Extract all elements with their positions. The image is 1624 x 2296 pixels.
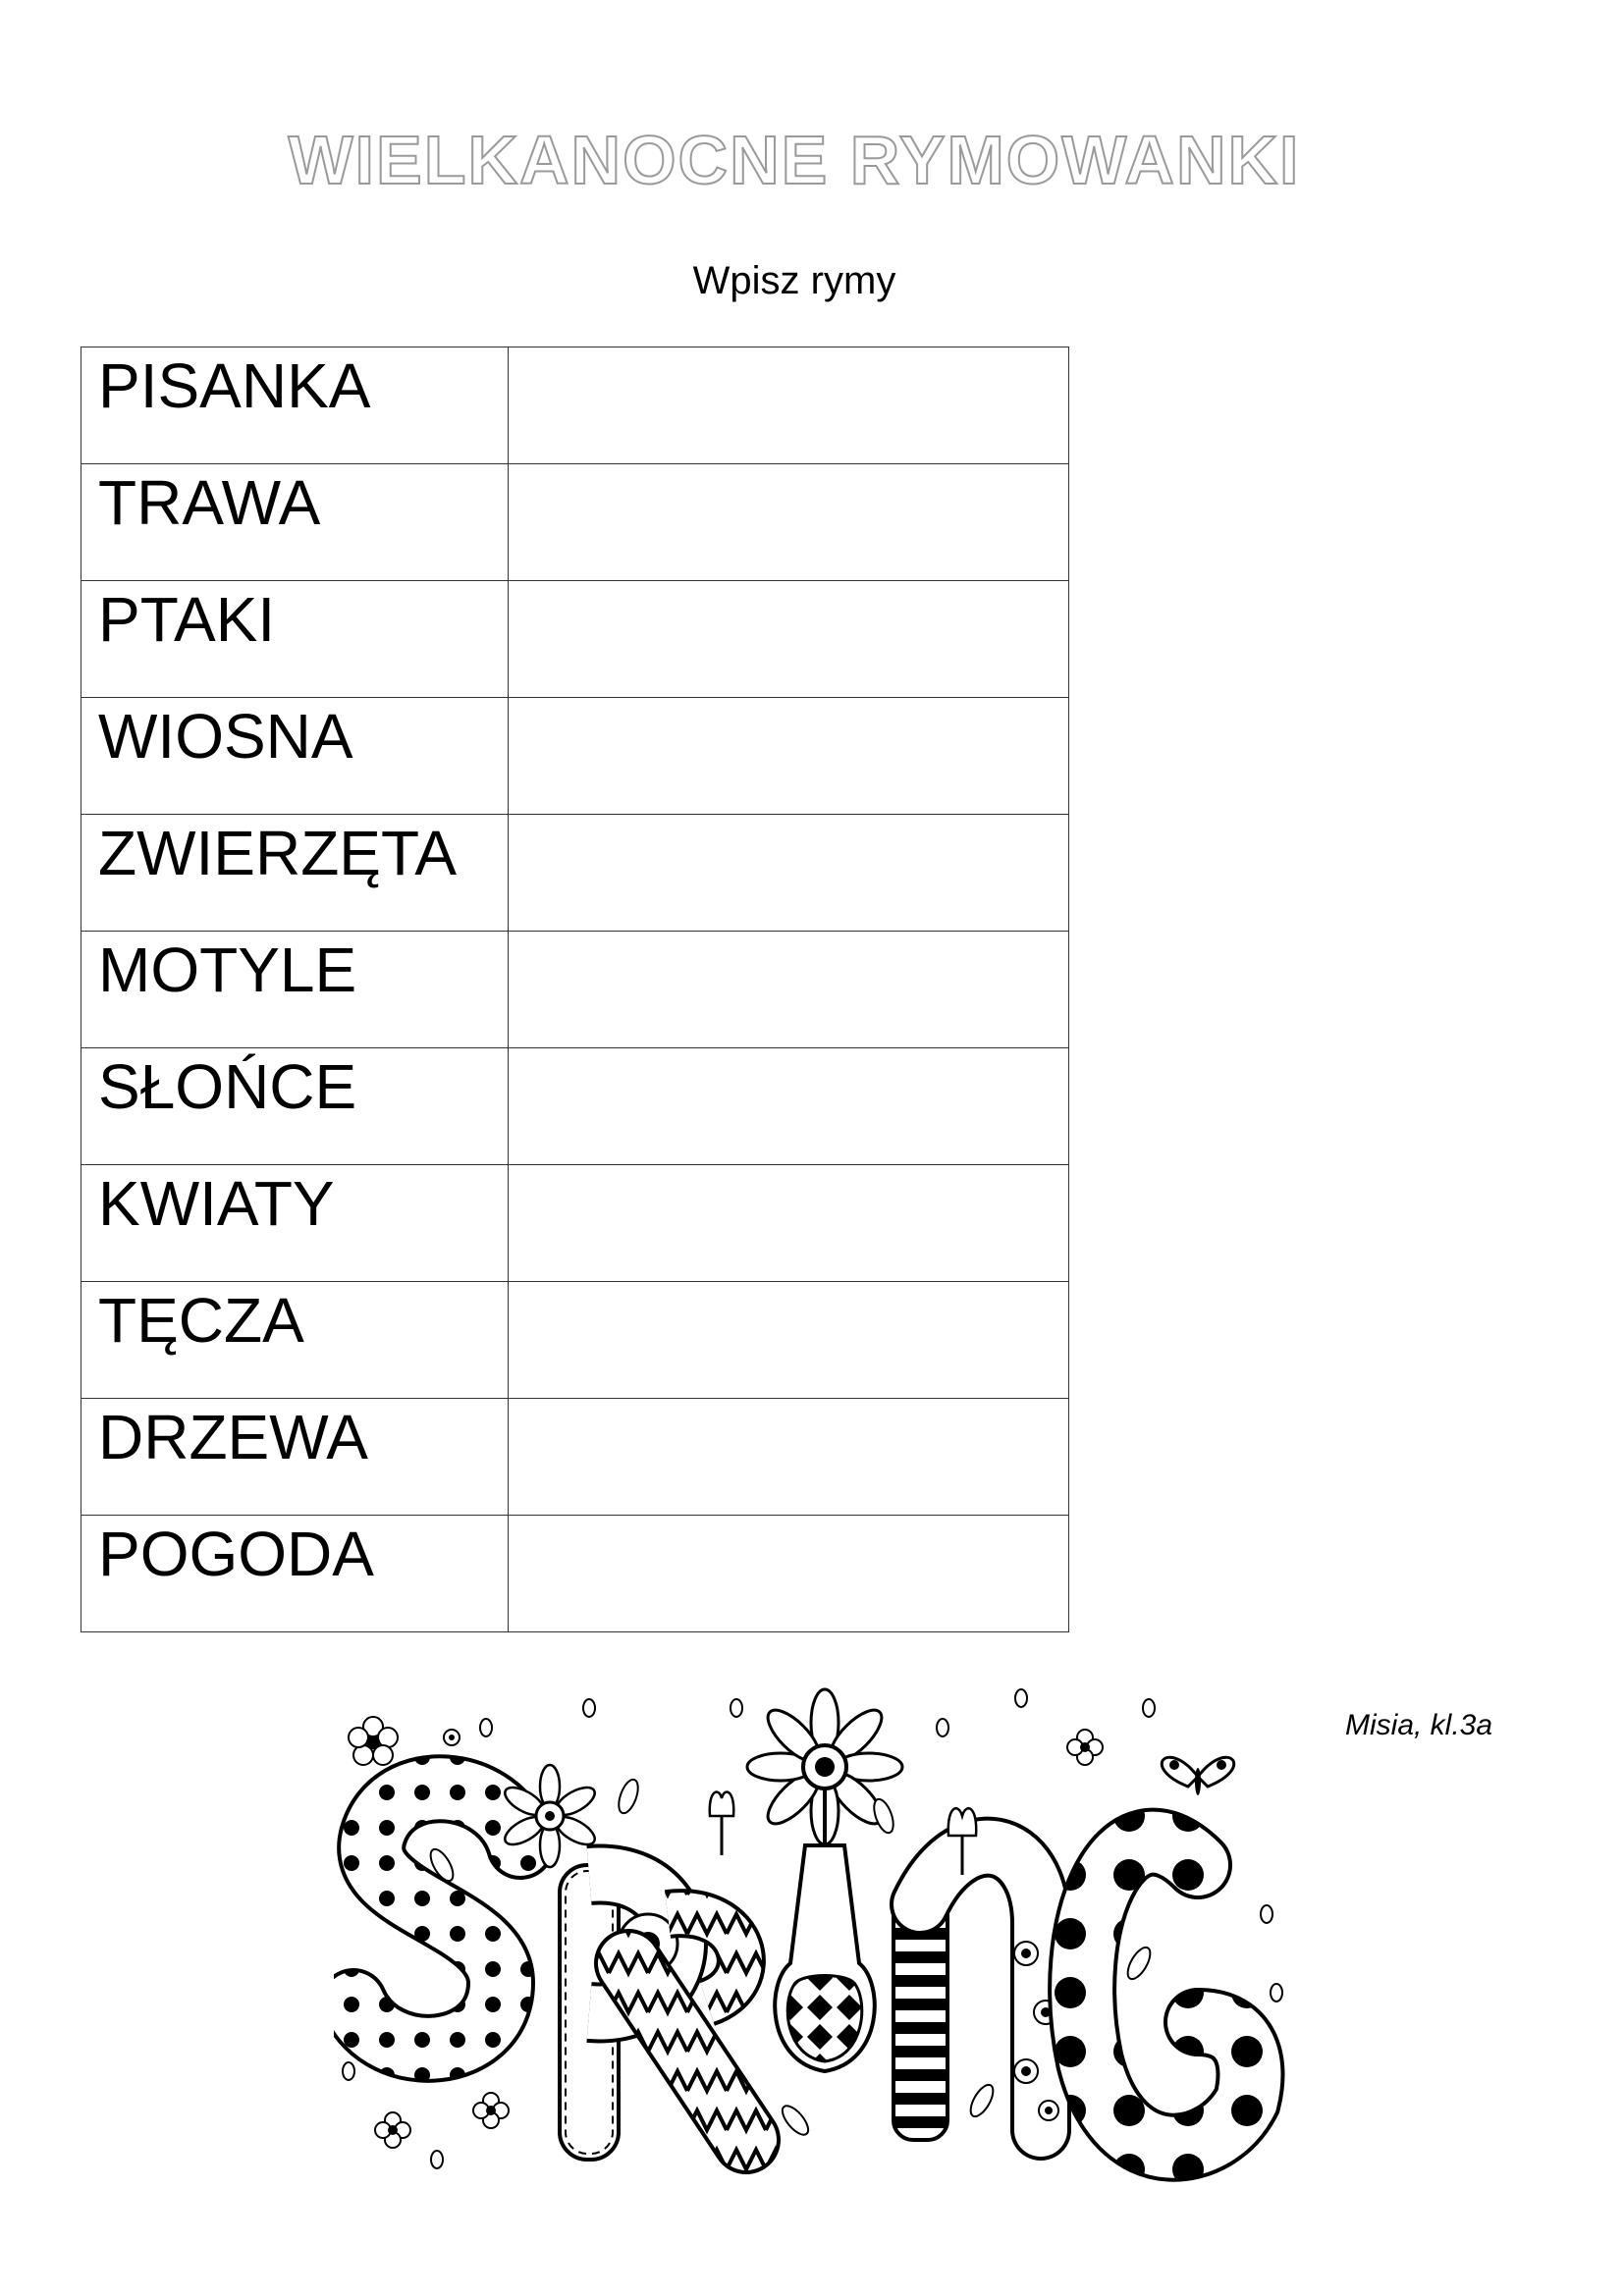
flower-icon (710, 1792, 733, 1855)
flower-icon (473, 2093, 509, 2128)
rhyme-answer-cell[interactable] (509, 1048, 1069, 1165)
rhyme-answer-cell[interactable] (509, 1165, 1069, 1282)
rhyme-row (81, 1048, 1069, 1165)
rhyme-word: ZWIERZĘTA (81, 815, 509, 932)
worksheet-title: WIELKANOCNE RYMOWANKI (288, 122, 1301, 198)
spring-illustration (334, 1669, 1296, 2199)
rhyme-answer-cell[interactable] (509, 698, 1069, 815)
flower-icon (375, 2112, 410, 2148)
rhyme-answer-cell[interactable] (509, 1399, 1069, 1516)
rhyme-row (81, 815, 1069, 932)
rhyme-word: DRZEWA (81, 1399, 509, 1516)
rhyme-table-body (81, 347, 1069, 1632)
rhyme-word: PISANKA (81, 347, 509, 464)
rhyme-answer-cell[interactable] (509, 581, 1069, 698)
letter-s (353, 1789, 520, 2049)
rhyme-table (81, 347, 1069, 1632)
rhyme-row (81, 1165, 1069, 1282)
flower-icon (1067, 1730, 1103, 1765)
butterfly-icon (1162, 1757, 1233, 1795)
rhyme-row (81, 581, 1069, 698)
rhyme-word: KWIATY (81, 1165, 509, 1282)
rhyme-answer-cell[interactable] (509, 347, 1069, 464)
letter-i (775, 1845, 875, 2071)
rhyme-word: SŁOŃCE (81, 1048, 509, 1165)
rhyme-row (81, 464, 1069, 581)
rhyme-answer-cell[interactable] (509, 1282, 1069, 1399)
rhyme-word: PTAKI (81, 581, 509, 698)
rhyme-row (81, 1399, 1069, 1516)
rhyme-row (81, 1516, 1069, 1632)
rhyme-word: POGODA (81, 1516, 509, 1632)
rhyme-answer-cell[interactable] (509, 932, 1069, 1048)
rhyme-row (81, 698, 1069, 815)
rhyme-word: TĘCZA (81, 1282, 509, 1399)
rhyme-answer-cell[interactable] (509, 1516, 1069, 1632)
rhyme-word: WIOSNA (81, 698, 509, 815)
rhyme-row (81, 347, 1069, 464)
flower-icon (349, 1717, 398, 1765)
rhyme-word: MOTYLE (81, 932, 509, 1048)
rhyme-word: TRAWA (81, 464, 509, 581)
rhyme-row (81, 1282, 1069, 1399)
rhyme-answer-cell[interactable] (509, 815, 1069, 932)
author-signature: Misia, kl.3a (1345, 1709, 1493, 1741)
rhyme-row (81, 932, 1069, 1048)
instruction-text: Wpisz rymy (692, 259, 896, 302)
letter-g (1082, 1842, 1250, 2148)
rhyme-answer-cell[interactable] (509, 464, 1069, 581)
flower-icon (444, 1730, 460, 1745)
